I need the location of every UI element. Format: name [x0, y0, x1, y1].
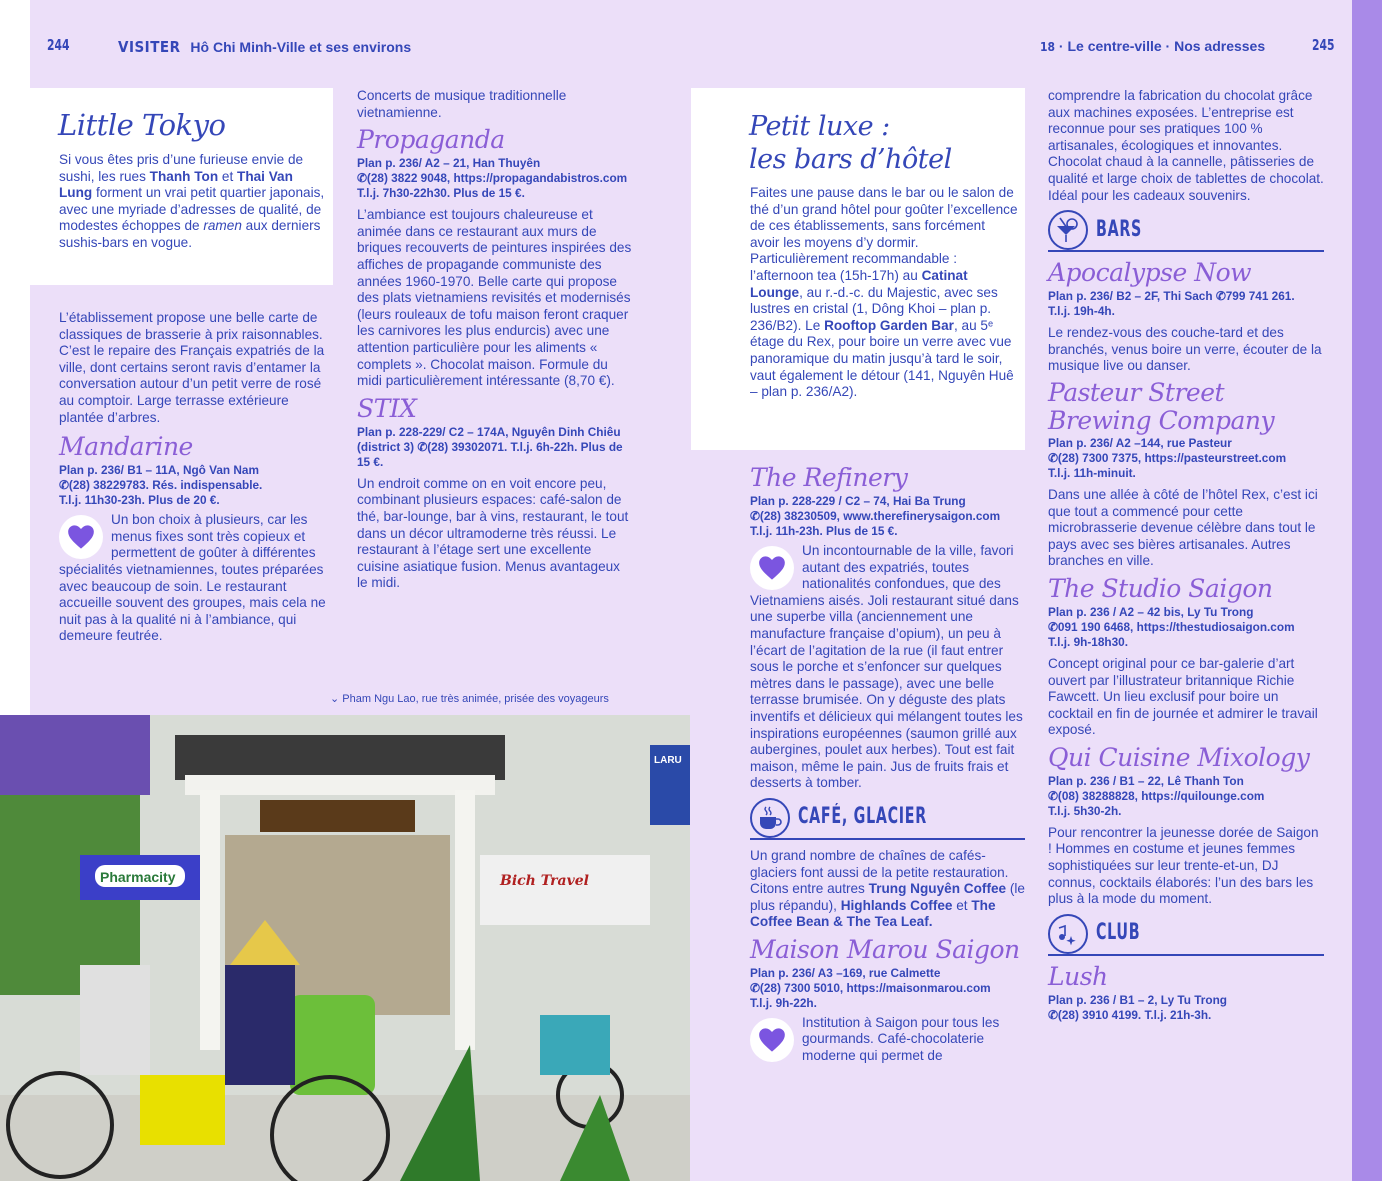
svg-text:Bich Travel: Bich Travel [500, 873, 589, 889]
studio-saigon-info: Plan p. 236 / A2 – 42 bis, Ly Tu Trong ✆091 190 6468, https://thestudiosaigon.com T.l.j. 9h-18h30. [1048, 604, 1295, 649]
petit-luxe-title: Petit luxe : les bars d’hôtel [749, 111, 952, 175]
right-running-header: 18 · Le centre-ville · Nos adresses [1040, 38, 1266, 54]
street-thanh-ton: Thanh Ton [149, 168, 219, 184]
favorite-heart-icon [750, 1018, 794, 1062]
refinery-description-block [750, 543, 1025, 792]
rooftop-garden-bar: Rooftop Garden Bar [824, 317, 954, 333]
propaganda-info: Plan p. 236/ A2 – 21, Han Thuyên ✆(28) 3822 9048, https://propagandabistros.com T.l.j. 7h30-22h30. Plus de 15 €. [357, 156, 628, 201]
refinery-description: Un incontournable de la ville, favori autant des expatriés, toutes nationalités confondues, que des Vietnamiens aisés. Joli restaurant situé dans une superbe villa (anciennement une manufacture française d’opium), un peu à l’écart de l’agitation de la rue (il faut entrer sous le porche et s’enfoncer sur quelques mètres dans le passage), avec une belle terrasse brumisée. On y déguste des plats inventifs et délicieux qui mélangent toutes les inspirations européennes (saumon grillé aux aubergines, poulet aux herbes). Tout est fait maison, même le pain. Jus de fruits frais et desserts à tomber. [750, 543, 1023, 791]
cafe-glacier-section-header [750, 798, 1025, 840]
propaganda-description: L’ambiance est toujours chaleureuse et animée dans ce restaurant aux murs de briques recouverts de peintures inspirées des affiches de propagande communiste des années 1960-1970. Belle carte qui propose des plats vietnamiens revisités et modernisés (leurs rouleaux de tofu maison feront craquer les carnivores les plus endurcis) avec une attention particulière pour les aliments « complets ». Chocolat maison. Formule du midi particulièrement intéressante (8,70 €). [357, 207, 632, 389]
qui-cuisine-info: Plan p. 236 / B1 – 22, Lê Thanh Ton ✆(08) 38288828, https://quilounge.com T.l.j. 5h30-2h. [1048, 773, 1265, 818]
col2-intro-text: Concerts de musique traditionnelle vietnamienne. [357, 88, 567, 120]
refinery-info: Plan p. 228-229 / C2 – 74, Hai Ba Trung ✆(28) 38230509, www.therefinerysaigon.com T.l.j. 11h-23h. Plus de 15 €. [750, 494, 1001, 538]
phone-icon: ✆ [59, 478, 69, 493]
cafe-glacier-text: Un grand nombre de chaînes de cafés-glaciers font aussi de la petite restauration. Citons entre autres Trung Nguyên Coffee (le plus répandu), Highlands Coffee et The Coffee Bean & The Tea Leaf. [750, 847, 1025, 930]
phone-icon: ✆ [1048, 619, 1058, 634]
phone-icon: ✆ [1048, 1007, 1058, 1022]
right-header-title: Le centre-ville · Nos adresses [1067, 38, 1266, 54]
column-4 [1048, 88, 1324, 1023]
phone-icon: ✆ [750, 509, 760, 523]
favorite-heart-icon [59, 515, 103, 559]
stix-description: Un endroit comme on en voit encore peu, combinant plusieurs espaces: café-salon de thé, bar-lounge, bar à vins, restaurant, le tout dans un décor ultramoderne très réussi. Le restaurant à l’étage sert une excellente cuisine asiatique fusion. Menus avantageux le midi. [357, 475, 629, 591]
phone-icon: ✆ [417, 439, 428, 454]
stix-title: STIX [357, 393, 417, 423]
little-tokyo-text: Si vous êtes pris d’une furieuse envie de sushi, les rues Thanh Ton et Thai Van Lung forment un vrai petit quartier japonais, avec une myriade d’adresses de qualité, de modestes échoppes de ramen aux derniers sushis-bars en vogue. [59, 152, 325, 250]
col4-intro-text: comprendre la fabrication du chocolat grâce aux machines exposées. L’entreprise est reconnue pour ses pratiques 100 % artisanales, écologiques et innovantes. Chocolat chaud à la cannelle, pâtisseries de qualité et large choix de tablettes de chocolat. Idéal pour les cadeaux souvenirs. [1048, 88, 1324, 203]
column-1 [59, 310, 337, 645]
street-scene-illustration [0, 715, 690, 1181]
mandarine-title: Mandarine [59, 432, 193, 462]
column-3 [750, 463, 1025, 1065]
col1-intro-text: L’établissement propose une belle carte de classiques de brasserie à prix raisonnables. C’est le repaire des Français expatriés de la ville, dont certains seront ravis d’entamer la conversation autour d’un petit verre de rosé au comptoir. Large terrasse extérieure plantée d’arbres. [59, 310, 325, 425]
little-tokyo-box [30, 88, 333, 285]
propaganda-title: Propaganda [357, 125, 505, 155]
left-header-title: Hô Chi Minh-Ville et ses environs [190, 39, 412, 55]
maison-marou-description: Institution à Saigon pour tous les gourmands. Café-chocolaterie moderne qui permet de [802, 1014, 1000, 1064]
pasteur-street-title: Pasteur Street Brewing Company [1048, 377, 1275, 435]
pasteur-street-description: Dans une allée à côté de l’hôtel Rex, c’est ici que tout a commencé pour cette microbrasserie devenue célèbre dans tout le pays avec ses bières artisanales. Autres branches en ville. [1048, 486, 1318, 569]
petit-luxe-box [691, 88, 1025, 450]
refinery-title: The Refinery [750, 463, 908, 492]
music-note-icon [1048, 914, 1088, 954]
street-photo [0, 715, 690, 1181]
qui-cuisine-title: Qui Cuisine Mixology [1048, 742, 1310, 772]
apocalypse-now-title: Apocalypse Now [1048, 258, 1252, 288]
mandarine-description: Un bon choix à plusieurs, car les menus fixes sont très copieux et permettent de goûter à différentes spécialités vietnamiennes, toutes préparées avec beaucoup de soin. Le restaurant accueille souvent des groupes, mais cela ne nuit pas à la qualité ni à l’ambiance, qui demeure feutrée. [59, 512, 326, 644]
chevron-down-icon: ⌄ [330, 693, 343, 705]
apocalypse-now-description: Le rendez-vous des couche-tard et des branchés, venus boire un verre, écouter de la musique live ou danser. [1048, 325, 1322, 374]
column-2 [357, 88, 632, 592]
section-label: VISITER [118, 38, 181, 56]
phone-icon: ✆ [1215, 289, 1226, 304]
lush-title: Lush [1048, 961, 1108, 991]
phone-icon: ✆ [357, 171, 367, 186]
favorite-heart-icon [750, 546, 794, 590]
street-thai-van-lung: Thai Van Lung [59, 168, 293, 201]
svg-text:LARU: LARU [654, 755, 682, 766]
little-tokyo-title: Little Tokyo [58, 108, 226, 142]
apocalypse-now-info: Plan p. 236/ B2 – 2F, Thi Sach ✆799 741 261. T.l.j. 19h-4h. [1048, 289, 1295, 319]
lush-info: Plan p. 236 / B1 – 2, Ly Tu Trong ✆(28) 3910 4199. T.l.j. 21h-3h. [1048, 992, 1227, 1022]
mandarine-info: Plan p. 236/ B1 – 11A, Ngô Van Nam ✆(28) 38229783. Rés. indispensable. T.l.j. 11h30-23h. Plus de 20 €. [59, 463, 263, 508]
phone-icon: ✆ [1048, 450, 1058, 465]
petit-luxe-text: Faites une pause dans le bar ou le salon de thé d’un grand hôtel pour goûter l’excellence de ces établissements, sans forcément avoir les moyens d’y dormir. Particulièrement recommandable : l’afternoon tea (15h-17h) au Catinat Lounge, au r.-d.-c. du Majestic, avec ses lustres en cristal (1, Dông Khoi – plan p. 236/B2). Le Rooftop Garden Bar, au 5ᵉ étage du Rex, pour boire un verre avec vue panoramique du matin jusqu’à tard le soir, vaut également le détour (141, Nguyên Huê – plan p. 236/A2). [750, 185, 1018, 400]
page-margin-left [0, 0, 30, 715]
left-running-header [118, 38, 411, 56]
svg-text:Pharmacity: Pharmacity [100, 869, 176, 885]
photo-caption: ⌄ Pham Ngu Lao, rue très animée, prisée des voyageurs [330, 693, 609, 705]
club-label: CLUB [1096, 920, 1141, 946]
mandarine-description-block [59, 512, 337, 645]
maison-marou-title: Maison Marou Saigon [750, 934, 1020, 964]
coffee-cup-icon [750, 798, 790, 838]
phone-icon: ✆ [1048, 788, 1058, 803]
qui-cuisine-description: Pour rencontrer la jeunesse dorée de Saigon ! Hommes en costume et jeunes femmes sophistiquées sur leur trente-et-un, DJ connus, cocktails élaborés: l’un des bars les plus à la mode du moment. [1048, 824, 1319, 907]
page-edge-tab [1352, 0, 1382, 1181]
club-section-header [1048, 914, 1324, 956]
cocktail-glass-icon [1048, 210, 1088, 250]
chapter-number: 18 [1040, 40, 1056, 54]
phone-icon: ✆ [750, 980, 760, 995]
cafe-glacier-label: CAFÉ, GLACIER [798, 804, 927, 830]
maison-marou-description-block [750, 1015, 1025, 1065]
catinat-lounge: Catinat Lounge [750, 267, 968, 300]
studio-saigon-title: The Studio Saigon [1048, 573, 1273, 603]
bars-section-header [1048, 210, 1324, 252]
right-page-number: 245 [1312, 36, 1335, 54]
left-page-number: 244 [47, 36, 70, 54]
studio-saigon-description: Concept original pour ce bar-galerie d’art ouvert par l’illustrateur britannique Richie Fawcett. Un lieu exclusif pour boire un cocktail en fin de journée et admirer le travail exposé. [1048, 655, 1318, 738]
maison-marou-info: Plan p. 236/ A3 –169, rue Calmette ✆(28) 7300 5010, https://maisonmarou.com T.l.j. 9h-22h. [750, 965, 991, 1010]
stix-info: Plan p. 228-229/ C2 – 174A, Nguyên Dinh Chiêu (district 3) ✆(28) 39302071. T.l.j. 6h-22h. Plus de 15 €. [357, 424, 623, 469]
pasteur-street-info: Plan p. 236/ A2 –144, rue Pasteur ✆(28) 7300 7375, https://pasteurstreet.com T.l.j. 11h-minuit. [1048, 435, 1287, 480]
bars-label: BARS [1096, 216, 1143, 242]
